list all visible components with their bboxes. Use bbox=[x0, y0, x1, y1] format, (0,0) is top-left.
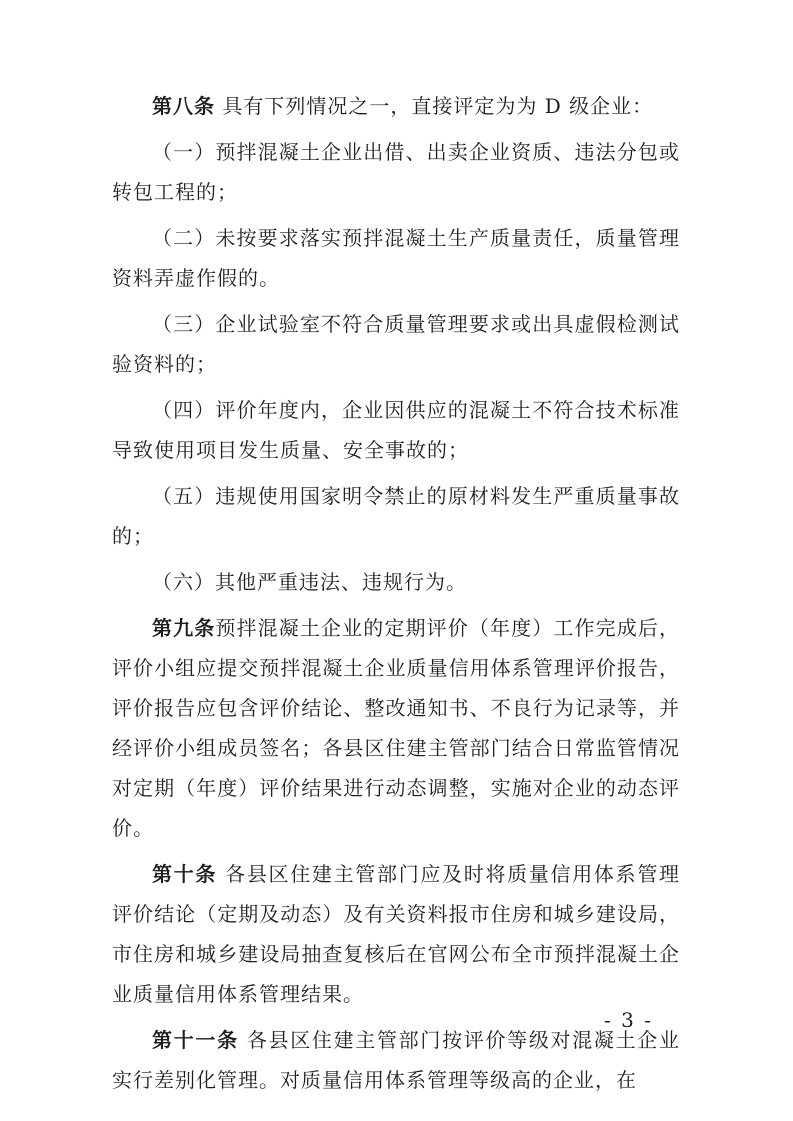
article-11-heading: 第十一条 bbox=[152, 1028, 239, 1052]
article-9-heading: 第九条 bbox=[152, 616, 216, 640]
article-11-text: 各县区住建主管部门按评价等级对混凝土企业实行差别化管理。对质量信用体系管理等级高的企业，在 bbox=[112, 1028, 681, 1092]
list-item-2: （二）未按要求落实预拌混凝土生产质量责任，质量管理资料弄虚作假的。 bbox=[112, 226, 680, 290]
article-9-paragraph bbox=[112, 608, 680, 848]
list-item-1: （一）预拌混凝土企业出借、出卖企业资质、违法分包或转包工程的； bbox=[112, 140, 680, 204]
article-11-paragraph bbox=[112, 1020, 680, 1100]
article-8-paragraph bbox=[112, 86, 680, 126]
article-10-heading: 第十条 bbox=[152, 862, 218, 886]
article-9-text: 预拌混凝土企业的定期评价（年度）工作完成后，评价小组应提交预拌混凝土企业质量信用体系管理评价报告，评价报告应包含评价结论、整改通知书、不良行为记录等，并经评价小组成员签名；各县区住建主管部门结合日常监管情况对定期（年度）评价结果进行动态调整，实施对企业的动态评价。 bbox=[112, 616, 680, 840]
list-item-4: （四）评价年度内，企业因供应的混凝土不符合技术标准导致使用项目发生质量、安全事故的； bbox=[112, 398, 680, 462]
article-8-heading: 第八条 bbox=[152, 94, 215, 118]
list-item-5: （五）违规使用国家明令禁止的原材料发生严重质量事故的； bbox=[112, 484, 680, 548]
list-item-6: （六）其他严重违法、违规行为。 bbox=[152, 570, 467, 594]
page-number: - 3 - bbox=[604, 1008, 653, 1032]
article-10-paragraph bbox=[112, 854, 680, 1014]
article-8-text: 具有下列情况之一，直接评定为为 D 级企业： bbox=[215, 94, 654, 118]
list-item-3: （三）企业试验室不符合质量管理要求或出具虚假检测试验资料的； bbox=[112, 312, 680, 376]
article-10-text: 各县区住建主管部门应及时将质量信用体系管理评价结论（定期及动态）及有关资料报市住房和城乡建设局，市住房和城乡建设局抽查复核后在官网公布全市预拌混凝土企业质量信用体系管理结果。 bbox=[112, 862, 681, 1006]
document-body bbox=[112, 86, 680, 1106]
